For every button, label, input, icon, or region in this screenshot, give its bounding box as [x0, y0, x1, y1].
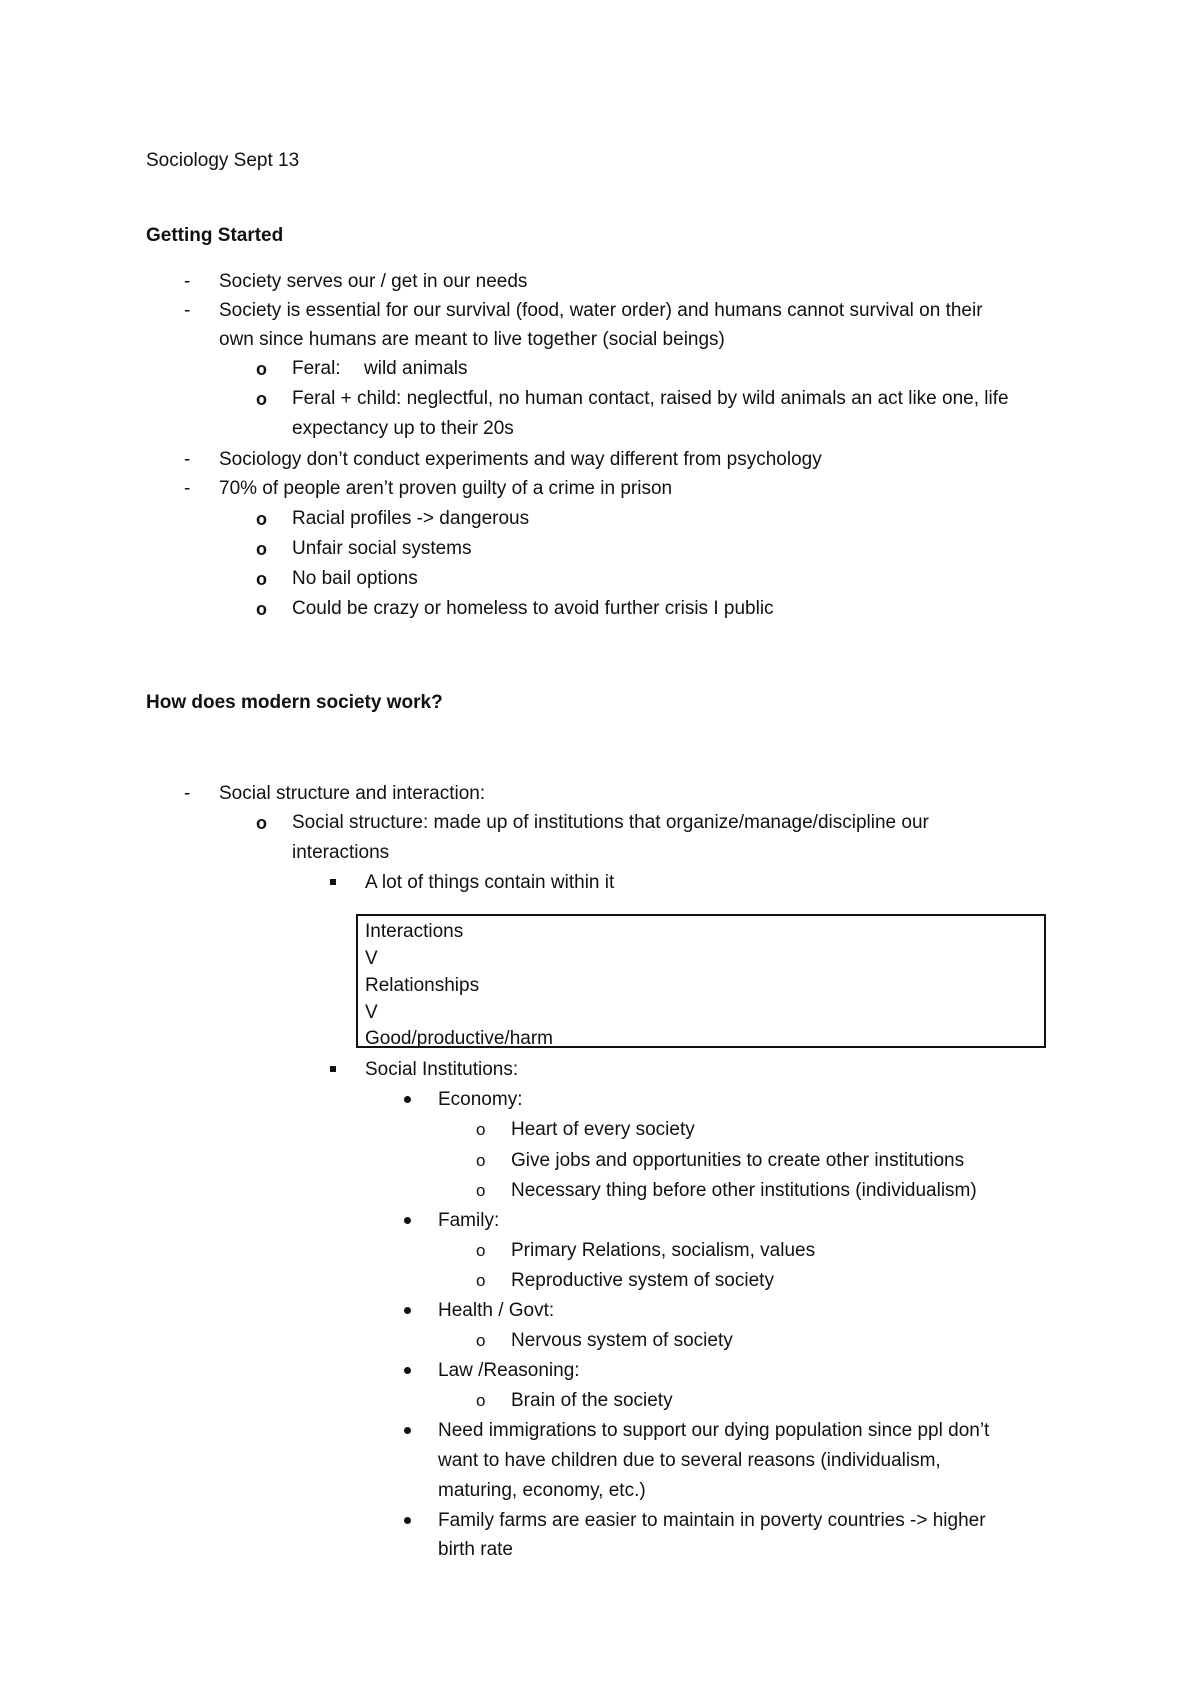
list-item-continuation: birth rate	[438, 1539, 513, 1560]
o-bullet: o	[476, 1120, 486, 1139]
o-bullet: o	[476, 1181, 486, 1200]
box-line: Interactions	[365, 921, 464, 942]
list-item: Law /Reasoning:	[438, 1360, 580, 1381]
interactions-box	[356, 914, 1046, 1048]
box-line: V	[365, 948, 378, 969]
dash-marker: -	[184, 300, 191, 321]
dash-marker: -	[184, 478, 191, 499]
list-item-continuation: expectancy up to their 20s	[292, 418, 514, 439]
o-bullet: o	[256, 359, 267, 379]
o-bullet: o	[256, 599, 267, 619]
box-line: Relationships	[365, 975, 480, 996]
list-item-continuation: interactions	[292, 842, 390, 863]
o-bullet: o	[476, 1241, 486, 1260]
o-bullet: o	[476, 1331, 486, 1350]
square-bullet-icon	[330, 1066, 336, 1072]
list-item: Primary Relations, socialism, values	[511, 1240, 816, 1261]
list-item-continuation: own since humans are meant to live together (social beings)	[219, 329, 725, 350]
list-item: Family farms are easier to maintain in poverty countries -> higher	[438, 1510, 986, 1531]
section-heading-modern-society: How does modern society work?	[146, 692, 443, 713]
dot-bullet-icon	[404, 1217, 411, 1224]
list-item: Give jobs and opportunities to create other institutions	[511, 1150, 965, 1171]
dash-marker: -	[184, 783, 191, 804]
o-bullet: o	[476, 1391, 486, 1410]
list-item: Reproductive system of society	[511, 1270, 774, 1291]
list-item: Could be crazy or homeless to avoid further crisis I public	[292, 598, 774, 619]
list-item: Necessary thing before other institutions (individualism)	[511, 1180, 977, 1201]
list-item: Brain of the society	[511, 1390, 673, 1411]
list-item: Family:	[438, 1210, 500, 1231]
feral-label: Feral:	[292, 358, 341, 379]
o-bullet: o	[256, 569, 267, 589]
dash-marker: -	[184, 449, 191, 470]
list-item: Economy:	[438, 1089, 523, 1110]
list-item: Social structure: made up of institutions that organize/manage/discipline our	[292, 812, 929, 833]
o-bullet: o	[256, 539, 267, 559]
o-bullet: o	[476, 1271, 486, 1290]
list-item: 70% of people aren’t proven guilty of a crime in prison	[219, 478, 673, 499]
feral-value: wild animals	[364, 358, 468, 379]
list-item: Racial profiles -> dangerous	[292, 508, 530, 529]
section-heading-getting-started: Getting Started	[146, 225, 284, 246]
square-bullet-icon	[330, 879, 336, 885]
list-item: Social Institutions:	[365, 1059, 519, 1080]
dot-bullet-icon	[404, 1096, 411, 1103]
o-bullet: o	[476, 1151, 486, 1170]
list-item-continuation: want to have children due to several reasons (individualism,	[438, 1450, 941, 1471]
list-item: Nervous system of society	[511, 1330, 733, 1351]
list-item: Social structure and interaction:	[219, 783, 486, 804]
list-item: No bail options	[292, 568, 418, 589]
list-item: Society is essential for our survival (food, water order) and humans cannot survival on their	[219, 300, 983, 321]
list-item: Feral + child: neglectful, no human contact, raised by wild animals an act like one, life	[292, 388, 1009, 409]
document-title: Sociology Sept 13	[146, 150, 300, 171]
list-item: Need immigrations to support our dying population since ppl don’t	[438, 1420, 990, 1441]
dot-bullet-icon	[404, 1427, 411, 1434]
list-item: Sociology don’t conduct experiments and way different from psychology	[219, 449, 822, 470]
list-item-continuation: maturing, economy, etc.)	[438, 1480, 646, 1501]
list-item: A lot of things contain within it	[365, 872, 615, 893]
o-bullet: o	[256, 389, 267, 409]
dot-bullet-icon	[404, 1367, 411, 1374]
dot-bullet-icon	[404, 1307, 411, 1314]
box-line: Good/productive/harm	[365, 1028, 553, 1049]
list-item: Society serves our / get in our needs	[219, 271, 528, 292]
o-bullet: o	[256, 509, 267, 529]
dot-bullet-icon	[404, 1517, 411, 1524]
box-line: V	[365, 1002, 378, 1023]
dash-marker: -	[184, 271, 191, 292]
list-item: Heart of every society	[511, 1119, 695, 1140]
list-item: Health / Govt:	[438, 1300, 555, 1321]
o-bullet: o	[256, 813, 267, 833]
list-item: Unfair social systems	[292, 538, 472, 559]
